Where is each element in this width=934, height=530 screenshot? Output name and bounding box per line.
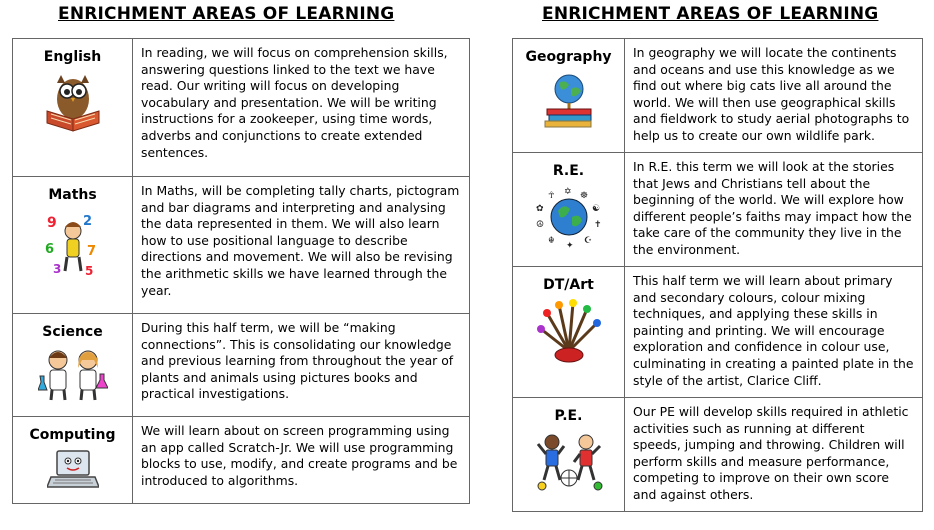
svg-text:☪: ☪ [583,236,592,246]
svg-text:✡: ✡ [563,187,572,197]
table-row [13,417,470,504]
subject-description: In geography we will locate the continents and oceans and use this knowledge as we find out where big cats live all around the world. We will then use geographical skills and fieldwork to study aerial photographs to help us to create our own wildlife park. [625,39,923,153]
subject-cell [513,39,625,153]
subject-cell [513,267,625,398]
right-subjects-table [512,38,923,512]
cartoon-laptop-icon [47,449,99,493]
subject-description: In reading, we will focus on comprehension skills, answering questions linked to the text we have read. Our writing will focus on developing vocabulary and presentation. We will be writing instructions for a zookeeper, using time words, adverbs and conjunctions to create extended sentences. [133,39,470,177]
svg-text:☸: ☸ [579,191,588,201]
subject-description: In Maths, will be completing tally charts, pictogram and bar diagrams and interpreting and analysing the data represented in them. We will also learn how to use positional language to describe directions and movement. We will also be revising the arithmetic skills we have learned through the year. [133,177,470,314]
svg-text:9: 9 [46,215,57,231]
subject-cell [13,39,133,177]
table-row [513,267,923,398]
subject-name: Science [42,324,103,340]
earth-with-religious-symbols-icon [534,185,604,249]
subject-name: R.E. [552,163,585,179]
subject-name: P.E. [554,408,583,424]
subject-description: Our PE will develop skills required in athletic activities such as running at different speeds, jumping and throwing. Children will perform skills and measure performance, competing to improve on their own score and against others. [625,398,923,512]
subject-cell [13,177,133,314]
table-row [513,398,923,512]
owl-reading-book-icon [41,71,105,133]
svg-text:☮: ☮ [535,220,544,230]
svg-text:✦: ✦ [565,241,574,249]
globe-on-books-icon [541,71,597,133]
child-with-numbers-icon [43,209,103,279]
svg-text:3: 3 [52,262,61,276]
svg-text:6: 6 [44,242,54,257]
svg-text:☬: ☬ [547,236,554,246]
table-row [13,314,470,417]
page-title-left: ENRICHMENT AREAS OF LEARNING [58,4,395,24]
subject-name: Maths [48,187,97,203]
paintbrushes-icon [537,299,601,365]
subject-cell [13,314,133,417]
table-row [13,177,470,314]
subject-cell [13,417,133,504]
svg-text:☯: ☯ [591,204,600,214]
subject-description: In R.E. this term we will look at the stories that Jews and Christians tell about the beginning of the world. We will explore how different people’s faiths may impact how the take care of the community they live in the the environment. [625,153,923,267]
table-row [513,153,923,267]
svg-text:✝: ✝ [593,220,602,230]
young-scientists-icon [38,346,108,402]
table-row [13,39,470,177]
left-subjects-table [12,38,470,504]
svg-text:7: 7 [86,244,96,259]
svg-text:☥: ☥ [547,191,555,201]
svg-text:5: 5 [84,264,93,278]
subject-name: English [43,49,102,65]
subject-name: DT/Art [543,277,594,293]
svg-text:✿: ✿ [535,204,544,214]
subject-cell [513,398,625,512]
subject-cell [513,153,625,267]
subject-name: Computing [29,427,116,443]
subject-description: During this half term, we will be “making connections”. This is consolidating our knowledge and previous learning from throughout the year of plants and animals using pictures books and practical investigations. [133,314,470,417]
subject-name: Geography [525,49,612,65]
table-row [513,39,923,153]
svg-text:2: 2 [82,214,92,229]
children-playing-sports-icon [534,430,604,492]
page-title-right: ENRICHMENT AREAS OF LEARNING [542,4,879,24]
subject-description: This half term we will learn about primary and secondary colours, colour mixing techniques, and applying these skills in painting and printing. We will encourage exploration and confidence in colour use, culminating in creating a painted plate in the style of the artist, Clarice Cliff. [625,267,923,398]
subject-description: We will learn about on screen programming using an app called Scratch-Jr. We will use programming blocks to use, modify, and create programs and be introduced to algorithms. [133,417,470,504]
